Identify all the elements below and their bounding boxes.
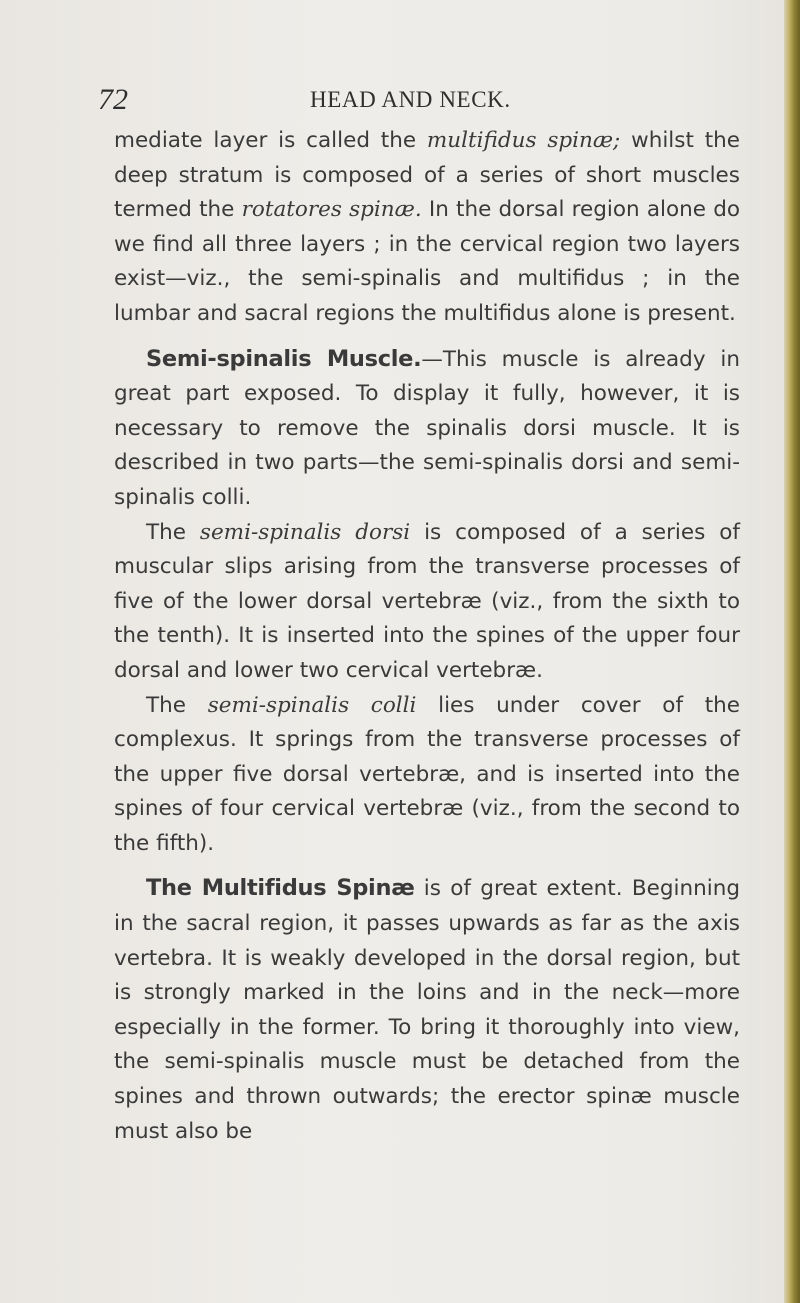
section-heading-multifidus: The Multifidus Spinæ: [146, 875, 415, 902]
paragraph-intro: mediate layer is called the multifidus spinæ; whilst the deep stratum is composed of a series of short muscles termed the rotatores spinæ. In the dorsal region alone do we find all three layers ; in the cervical region two layers exist—viz., the semi-spinalis and multifidus ; in the lumbar and sacral regions the multifidus alone is present.: [114, 128, 741, 326]
section-heading-semi-spinalis: Semi-spinalis Muscle.: [146, 345, 422, 372]
paragraph-semi-spinalis-colli: The semi-spinalis colli lies under cover of the complexus. It springs from the transverse processes of the upper five dorsal vertebræ, and is inserted into the spines of four cervical vertebræ (viz., from the second to the fifth).: [114, 692, 740, 856]
term-multifidus-spinae: multifidus spinæ;: [426, 128, 621, 153]
body-text: [114, 124, 740, 1149]
paragraph-multifidus: The Multifidus Spinæ is of great extent. Beginning in the sacral region, it passes upwards as far as the axis vertebra. It is weakly developed in the dorsal region, but is strongly marked in the loins and in the neck—more especially in the former. To bring it thoroughly into view, the semi-spinalis muscle must be detached from the spines and thrown outwards; the erector spinæ muscle must also be: [114, 875, 740, 1144]
page-number: 72: [98, 83, 128, 116]
term-rotatores-spinae: rotatores spinæ.: [241, 197, 422, 223]
running-head: HEAD AND NECK.: [310, 87, 511, 112]
page-edge: [784, 0, 800, 1303]
term-semi-spinalis-colli: semi-spinalis colli: [207, 692, 417, 718]
paragraph-semi-spinalis: Semi-spinalis Muscle.—This muscle is already in great part exposed. To display it fully, however, it is necessary to remove the spinalis dorsi muscle. It is described in two parts—the semi-spinalis dorsi and semi-spinalis colli.: [114, 345, 740, 510]
term-semi-spinalis-dorsi: semi-spinalis dorsi: [199, 519, 411, 545]
page-header: [0, 84, 790, 116]
paragraph-semi-spinalis-dorsi: The semi-spinalis dorsi is composed of a series of muscular slips arising from the transverse processes of five of the lower dorsal vertebræ (viz., from the sixth to the tenth). It is inserted into the spines of the upper four dorsal and lower two cervical vertebræ.: [114, 519, 740, 683]
